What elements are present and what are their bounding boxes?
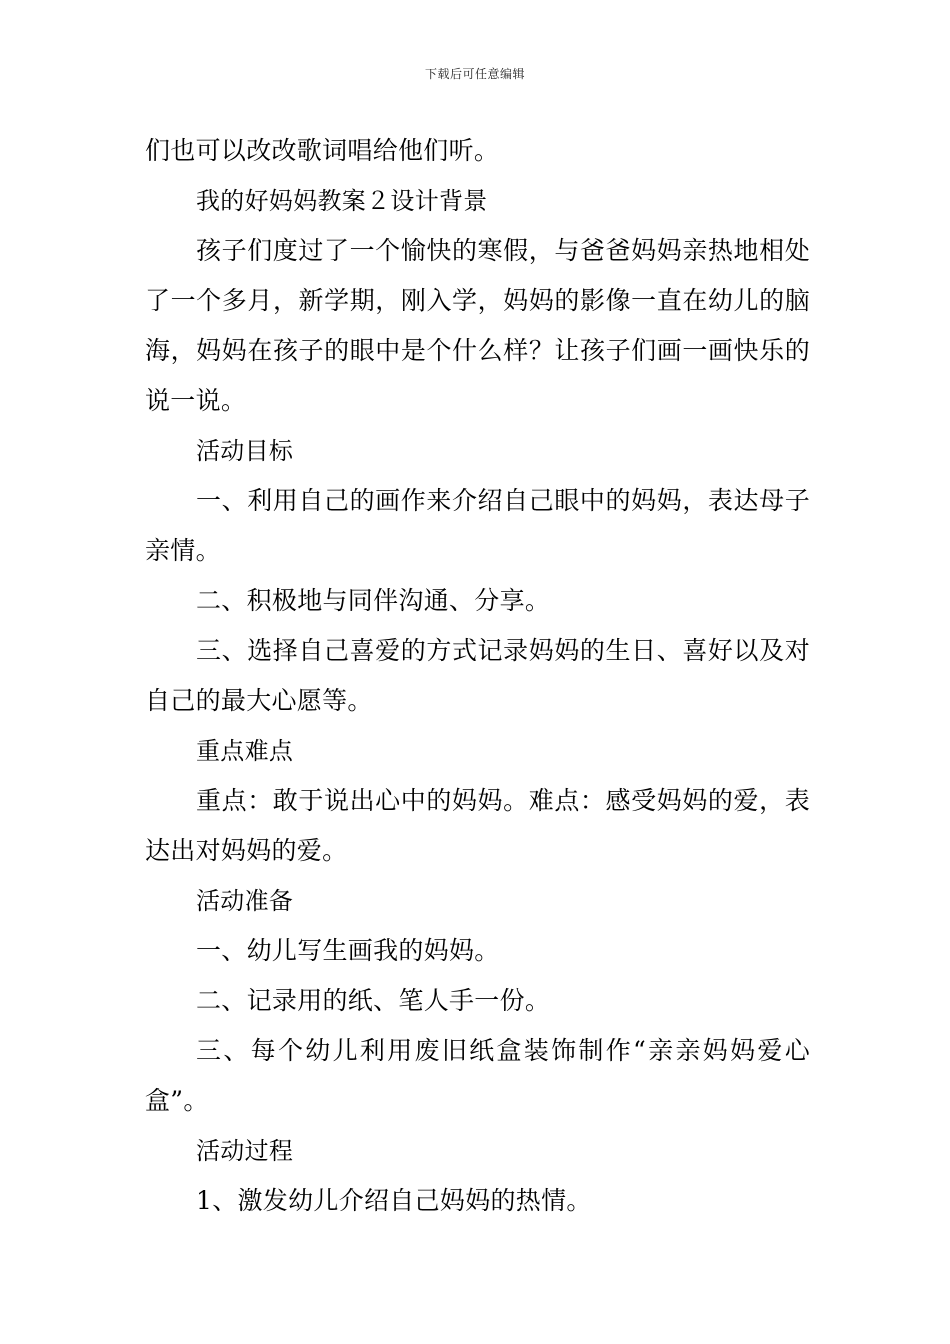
page-header-note: 下载后可任意编辑	[424, 67, 525, 81]
preparation-item-3: 三、每个幼儿利用废旧纸盒装饰制作“亲亲妈妈爱心盒”。	[145, 1036, 810, 1115]
goal-item-1: 一、利用自己的画作来介绍自己眼中的妈妈，表达母子亲情。	[145, 486, 810, 565]
heading-activity-goals: 活动目标	[196, 437, 294, 465]
paragraph-background: 孩子们度过了一个愉快的寒假，与爸爸妈妈亲热地相处了一个多月，新学期，刚入学，妈妈的影像一直在幼儿的脑海，妈妈在孩子的眼中是个什么样？让孩子们画一画快乐的说一说。	[145, 236, 810, 415]
paragraph-continuation: 们也可以改改歌词唱给他们听。	[145, 136, 500, 165]
key-points-text: 重点：敢于说出心中的妈妈。难点：感受妈妈的爱，表达出对妈妈的爱。	[145, 786, 810, 865]
section-title-background: 我的好妈妈教案２设计背景	[196, 187, 488, 215]
goal-item-3: 三、选择自己喜爱的方式记录妈妈的生日、喜好以及对自己的最大心愿等。	[145, 636, 810, 715]
goal-item-2: 二、积极地与同伴沟通、分享。	[196, 586, 551, 615]
preparation-item-2: 二、记录用的纸、笔人手一份。	[196, 986, 551, 1015]
heading-process: 活动过程	[196, 1137, 294, 1165]
heading-key-points: 重点难点	[196, 737, 294, 765]
document-body	[145, 126, 810, 1226]
heading-preparation: 活动准备	[196, 887, 294, 915]
process-step-1: 1、激发幼儿介绍自己妈妈的热情。	[196, 1186, 592, 1215]
preparation-item-1: 一、幼儿写生画我的妈妈。	[196, 936, 500, 965]
